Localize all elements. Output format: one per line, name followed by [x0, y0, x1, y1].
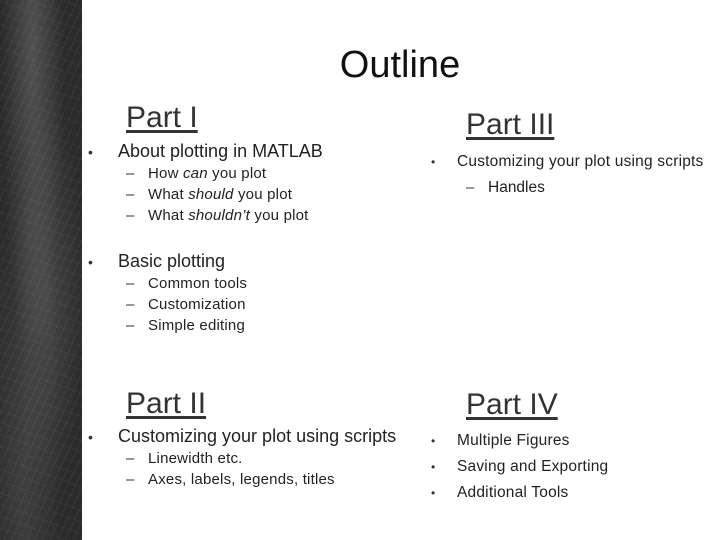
slide-title: Outline: [339, 44, 461, 86]
sub-text: How can you plot: [148, 165, 267, 182]
bullet-text: Customizing your plot using scripts: [118, 426, 397, 446]
dash-marker: –: [126, 186, 135, 203]
sub-text: Linewidth etc.: [148, 450, 243, 467]
bullet-marker: •: [431, 460, 436, 474]
bullet-text: Basic plotting: [118, 251, 226, 271]
bullet-marker: •: [88, 254, 93, 270]
part-3-heading: Part III: [466, 108, 555, 141]
sub-text: Simple editing: [148, 317, 246, 334]
bullet-text: Saving and Exporting: [457, 458, 609, 475]
part-2-sub-linewidth: [126, 450, 243, 467]
bullet-marker: •: [88, 429, 93, 445]
dash-marker: –: [126, 207, 135, 224]
sub-text: Axes, labels, legends, titles: [148, 471, 335, 488]
part-4-bullet-saving-exporting: [431, 458, 608, 476]
dash-marker: –: [126, 296, 135, 313]
dash-marker: –: [466, 179, 475, 196]
part-1-sub-what-should: [126, 186, 292, 203]
bullet-text: About plotting in MATLAB: [118, 141, 323, 161]
part-1-bullet-basic-plotting: [88, 251, 225, 272]
part-3-sub-handles: [466, 179, 545, 197]
bullet-text: Additional Tools: [457, 484, 569, 501]
part-1-sub-common-tools: [126, 275, 247, 292]
dash-marker: –: [126, 317, 135, 334]
sub-text: Common tools: [148, 275, 248, 292]
bullet-text: Customizing your plot using scripts: [457, 153, 704, 170]
dash-marker: –: [126, 471, 135, 488]
dash-marker: –: [126, 450, 135, 467]
part-1-sub-how-can: [126, 165, 266, 182]
bullet-marker: •: [431, 434, 436, 448]
dash-marker: –: [126, 275, 135, 292]
part-1-sub-simple-editing: [126, 317, 245, 334]
bullet-marker: •: [431, 155, 436, 169]
bullet-text: Multiple Figures: [457, 432, 570, 449]
part-1-sub-what-shouldnt: [126, 207, 309, 224]
part-2-heading: Part II: [126, 387, 207, 420]
part-1-bullet-plotting-matlab: [88, 141, 323, 162]
sub-text: What shouldn’t you plot: [148, 207, 309, 224]
sub-text: Handles: [488, 179, 545, 196]
sub-text: What should you plot: [148, 186, 293, 203]
part-2-sub-axes-labels: [126, 471, 335, 488]
bullet-marker: •: [431, 486, 436, 500]
dash-marker: –: [126, 165, 135, 182]
part-1-heading: Part I: [126, 101, 198, 134]
part-4-heading: Part IV: [466, 388, 558, 421]
sub-text: Customization: [148, 296, 246, 313]
part-3-bullet-customizing: [431, 153, 704, 171]
bullet-marker: •: [88, 144, 93, 160]
part-2-bullet-customizing: [88, 426, 396, 447]
part-4-bullet-additional-tools: [431, 484, 569, 502]
part-1-sub-customization: [126, 296, 246, 313]
part-4-bullet-multiple-figures: [431, 432, 570, 450]
